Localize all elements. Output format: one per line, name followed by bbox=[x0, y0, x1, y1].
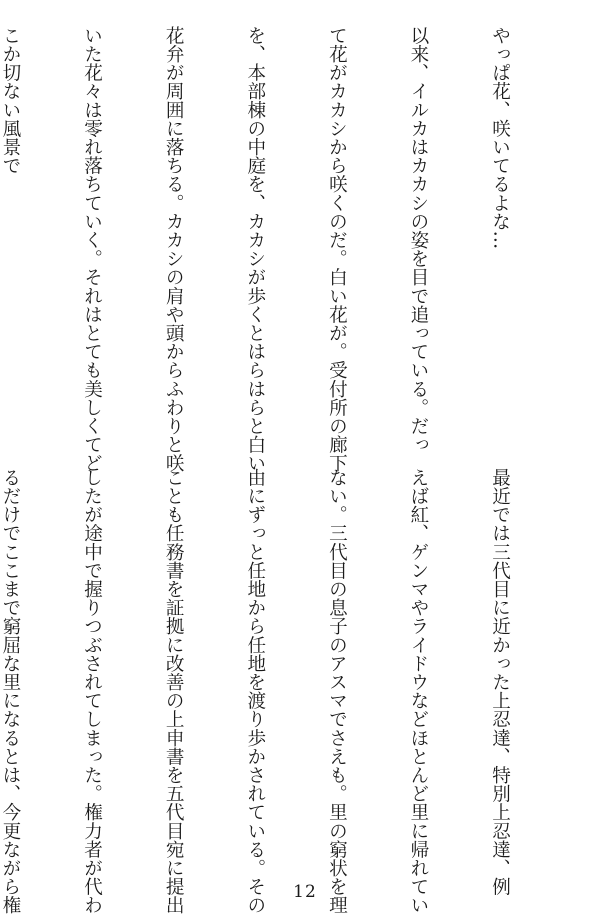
text-line: こか切ない風景で bbox=[0, 26, 21, 175]
text-block-bottom bbox=[0, 468, 568, 914]
text-line: ことも任務書を証拠に改善の上申書を五代目宛に提出 bbox=[163, 468, 185, 914]
text-line: 最近では三代目に近かった上忍達、特別上忍達、例 bbox=[489, 468, 511, 896]
text-line: るだけでここまで窮屈な里になるとは、今更ながら権 bbox=[0, 468, 21, 914]
text-line: ない。三代目の息子のアスマでさえも。里の窮状を理 bbox=[326, 468, 348, 914]
text-line: したが途中で握りつぶされてしまった。権力者が代わ bbox=[81, 468, 103, 914]
text-line: 花弁が周囲に落ちる。カカシの肩や頭からふわりと咲 bbox=[163, 26, 185, 473]
text-line: いた花々は零れ落ちていく。それはとても美しくてど bbox=[81, 26, 103, 473]
text-line: 以来、イルカはカカシの姿を目で追っている。だっ bbox=[407, 26, 429, 454]
text-line: えば紅、ゲンマやライドウなどほとんど里に帰れてい bbox=[407, 468, 429, 914]
page-number: 12 bbox=[293, 882, 317, 902]
text-line: て花がカカシから咲くのだ。白い花が。受付所の廊下 bbox=[326, 26, 348, 473]
text-block-top bbox=[0, 26, 568, 473]
text-line: 由にずっと任地から任地を渡り歩かされている。その bbox=[244, 468, 266, 914]
text-line: を、本部棟の中庭を、カカシが歩くとはらはらと白い bbox=[244, 26, 266, 473]
text-line: やっぱ花、咲いてるよな… bbox=[489, 26, 511, 250]
